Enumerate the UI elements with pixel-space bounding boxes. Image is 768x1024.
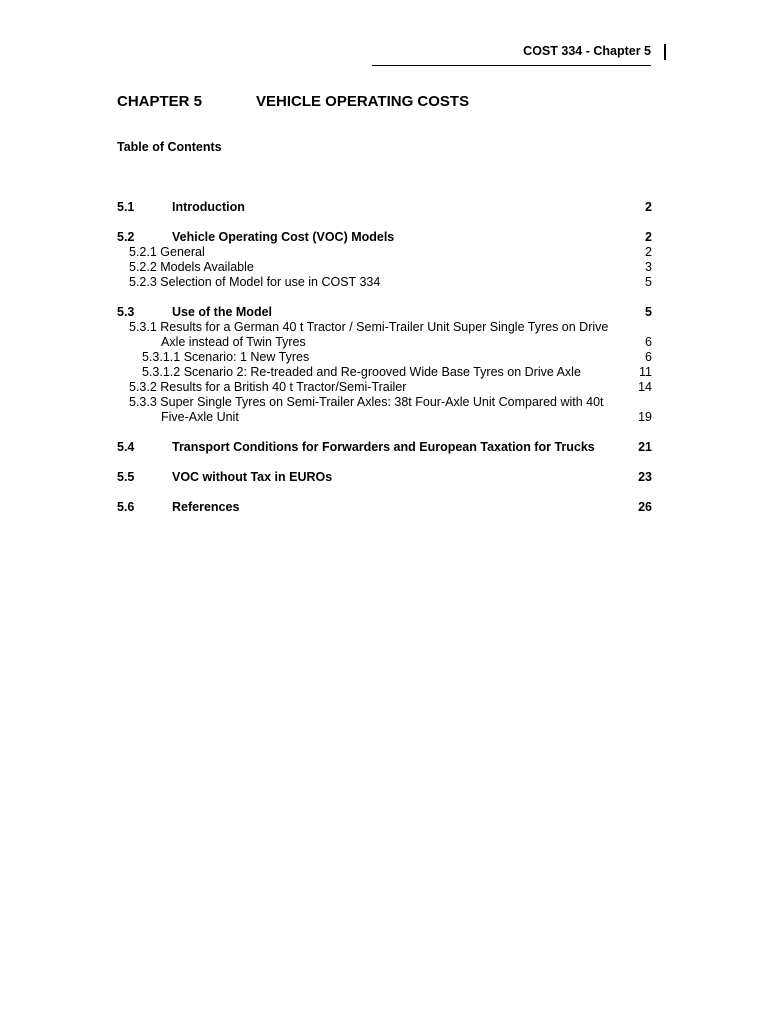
page-number: 5 xyxy=(645,305,652,319)
toc-section-5-5[interactable] xyxy=(117,470,652,485)
section-number: 5.1 xyxy=(117,200,135,214)
section-number: 5.2 xyxy=(117,230,135,244)
page-number: 6 xyxy=(645,350,652,364)
page-number: 3 xyxy=(645,260,652,274)
toc-subsection-5-3-1[interactable] xyxy=(117,320,652,335)
toc-subsection-5-2-1[interactable] xyxy=(117,245,652,260)
page-number: 11 xyxy=(639,365,652,379)
section-number: 5.5 xyxy=(117,470,135,484)
subsection-title: 5.3.1 Results for a German 40 t Tractor / Semi-Trailer Unit Super Single Tyres on Drive xyxy=(129,320,609,334)
toc-section-5-1[interactable] xyxy=(117,200,652,215)
chapter-title: VEHICLE OPERATING COSTS xyxy=(256,93,470,110)
toc-heading: Table of Contents xyxy=(117,140,222,154)
page-number: 21 xyxy=(638,440,652,454)
toc-subsection-5-2-2[interactable] xyxy=(117,260,652,275)
toc-section-5-3[interactable] xyxy=(117,305,652,320)
section-number: 5.3 xyxy=(117,305,135,319)
toc-subsection-5-3-1-2[interactable] xyxy=(117,365,652,380)
subsection-title: 5.2.2 Models Available xyxy=(129,260,254,274)
page-number: 2 xyxy=(645,200,652,214)
running-header xyxy=(372,44,651,66)
section-number: 5.6 xyxy=(117,500,135,514)
subsection-title: 5.3.1.2 Scenario 2: Re-treaded and Re-grooved Wide Base Tyres on Drive Axle xyxy=(142,365,581,379)
section-number: 5.4 xyxy=(117,440,135,454)
page-number: 14 xyxy=(638,380,652,394)
toc-section-5-6[interactable] xyxy=(117,500,652,515)
page-number: 23 xyxy=(638,470,652,484)
page-number: 2 xyxy=(645,245,652,259)
subsection-title: 5.2.1 General xyxy=(129,245,205,259)
toc-subsection-5-3-3[interactable] xyxy=(117,395,652,410)
page-number: 26 xyxy=(638,500,652,514)
running-header-title: COST 334 - Chapter 5 xyxy=(523,44,651,58)
section-title: Use of the Model xyxy=(172,305,273,319)
subsection-title: 5.3.3 Super Single Tyres on Semi-Trailer Axles: 38t Four-Axle Unit Compared with 40t xyxy=(129,395,604,409)
subsection-title-continued: Axle instead of Twin Tyres xyxy=(161,335,306,349)
toc-subsection-5-3-3-continued[interactable] xyxy=(117,410,652,425)
subsection-title-continued: Five-Axle Unit xyxy=(161,410,239,424)
toc-subsection-5-2-3[interactable] xyxy=(117,275,652,290)
chapter-label: CHAPTER 5 xyxy=(117,93,203,110)
section-title: References xyxy=(172,500,240,514)
page-number: 19 xyxy=(638,410,652,424)
toc-subsection-5-3-1-continued[interactable] xyxy=(117,335,652,350)
subsection-title: 5.2.3 Selection of Model for use in COST 334 xyxy=(129,275,381,289)
page-number: 6 xyxy=(645,335,652,349)
section-title: Vehicle Operating Cost (VOC) Models xyxy=(172,230,395,244)
subsection-title: 5.3.1.1 Scenario: 1 New Tyres xyxy=(142,350,310,364)
toc-section-5-4[interactable] xyxy=(117,440,652,455)
page-number: 2 xyxy=(645,230,652,244)
toc-section-5-2[interactable] xyxy=(117,230,652,245)
page-number: 5 xyxy=(645,275,652,289)
section-title: Transport Conditions for Forwarders and European Taxation for Trucks xyxy=(172,440,595,454)
subsection-title: 5.3.2 Results for a British 40 t Tractor/Semi-Trailer xyxy=(129,380,407,394)
header-vertical-bar xyxy=(664,44,666,60)
toc-subsection-5-3-1-1[interactable] xyxy=(117,350,652,365)
toc-subsection-5-3-2[interactable] xyxy=(117,380,652,395)
table-of-contents xyxy=(117,200,652,515)
section-title: VOC without Tax in EUROs xyxy=(172,470,333,484)
section-title: Introduction xyxy=(172,200,245,214)
